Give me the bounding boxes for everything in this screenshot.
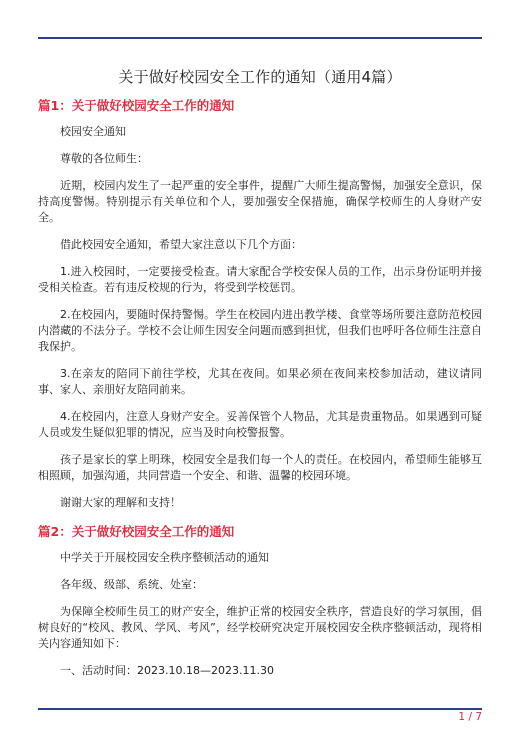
document-body: [38, 96, 482, 679]
paragraph: 一、活动时间：2023.10.18—2023.11.30: [60, 664, 274, 677]
paragraph: 中学关于开展校园安全秩序整顿活动的通知: [60, 551, 269, 564]
paragraph: 1.进入校园时，一定要接受检查。请大家配合学校安保人员的工作，出示身份证明并接受相关检查。若有违反校规的行为，将受到学校惩罚。: [38, 265, 482, 294]
section-1-heading: 篇1：关于做好校园安全工作的通知: [38, 98, 235, 113]
header-rule: [38, 37, 482, 39]
paragraph: 3.在亲友的陪同下前往学校，尤其在夜间。如果必须在夜间来校参加活动，建议请同事、家人、亲朋好友陪同前来。: [38, 367, 482, 396]
paragraph: 谢谢大家的理解和支持！: [60, 496, 181, 509]
paragraph: 孩子是家长的掌上明珠，校园安全是我们每一个人的责任。在校园内，希望师生能够互相照顾，加强沟通，共同营造一个安全、和谐、温馨的校园环境。: [38, 453, 482, 482]
paragraph: 2.在校园内，要随时保持警惕。学生在校园内进出教学楼、食堂等场所要注意防范校园内潜藏的不法分子。学校不会让师生因安全问题而感到担忧，但我们也呼吁各位师生注意自我保护。: [38, 308, 482, 353]
paragraph: 尊敬的各位师生：: [60, 152, 148, 165]
paragraph: 借此校园安全通知，希望大家注意以下几个方面：: [60, 238, 302, 251]
document-title: 关于做好校园安全工作的通知（通用4篇）: [118, 68, 402, 86]
paragraph: 校园安全通知: [60, 125, 126, 138]
paragraph: 为保障全校师生员工的财产安全，维护正常的校园安全秩序，营造良好的学习氛围，倡树良好的“校风、教风、学风、考风”，经学校研究决定开展校园安全秩序整顿活动，现将相关内容通知如下：: [38, 605, 482, 650]
paragraph: 近期，校园内发生了一起严重的安全事件，提醒广大师生提高警惕，加强安全意识，保持高度警惕。特别提示有关单位和个人，要加强安全保措施，确保学校师生的人身财产安全。: [38, 179, 482, 224]
section-2-heading: 篇2：关于做好校园安全工作的通知: [38, 524, 235, 539]
footer-rule: [38, 708, 482, 710]
paragraph: 4.在校园内，注意人身财产安全。妥善保管个人物品，尤其是贵重物品。如果遇到可疑人员或发生疑似犯罪的情况，应当及时向校警报警。: [38, 410, 482, 439]
page-number: 1 / 7: [458, 711, 482, 723]
paragraph: 各年级、级部、系统、处室：: [60, 578, 203, 591]
